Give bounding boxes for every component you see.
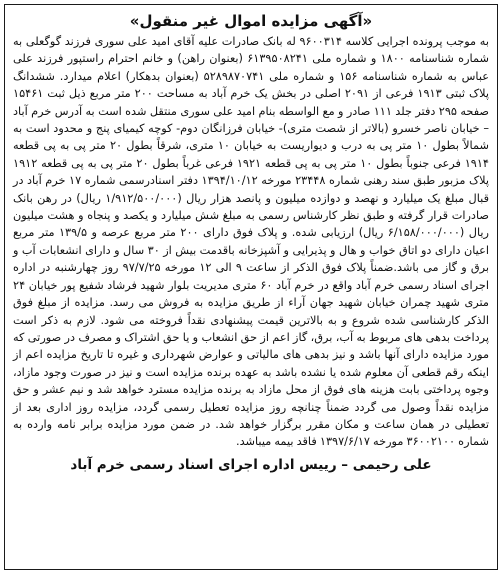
notice-title: «آگهی مزایده اموال غیر منقول» bbox=[129, 12, 373, 30]
auction-notice bbox=[4, 4, 498, 570]
notice-body: به موجب پرونده اجرایی کلاسه ۹۶۰۰۳۱۴ له بانک صادرات علیه آقای امید علی سوری فرزند گوگعلی به شماره شناسنامه ۱۸۰۰ و شماره ملی ۶۱۳۹۵۰۸۲۴۱ (بعنوان راهن) و خانم احترام راستپور فرزند علی عباس به شماره شناسنامه ۱۵۶ و شماره ملی ۵۲۸۹۸۷۰۷۴۱ (بعنوان بدهکار) اعلام میدارد. ششدانگ پلاک ثبتی ۱۹۱۳ فرعی از ۲۰۹۱ اصلی در بخش یک خرم آباد به مساحت ۲۰۰ متر مربع ذیل ثبت ۱۵۴۶۱ صفحه ۲۹۵ دفتر جلد ۱۱۱ صادر و مع الواسطه بنام امید علی سوری منتقل شده است به آدرس خرم آباد – خیابان ناصر خسرو (بالاتر از شصت متری)- خیابان فرزانگان دوم- کوچه کیمیای پنج و محدود است به شمالاً بطول ۱۰ متر پی به درب و دیواریست به خیابان ۱۰ متری، شرقاً بطول ۲۰ متر پی به پی قطعه ۱۹۱۴ فرعی جنوباً بطول ۱۰ متر پی به پی قطعه ۱۹۲۱ فرعی غرباً بطول ۲۰ متر پی به پی قطعه ۱۹۱۲ پلاک مزبور طبق سند رهنی شماره ۲۳۴۴۸ مورخه ۱۳۹۴/۱۰/۱۲ دفتر اسنادرسمی شماره ۱۷ خرم آباد در قبال مبلغ یک میلیارد و نهصد و دوازده میلیون و پانصد هزار ریال (۱/۹۱۲/۵۰۰/۰۰۰ ریال) در رهن بانک صادرات قرار گرفته و طبق نظر کارشناس رسمی به مبلغ شش میلیارد و یکصد و پنجاه و هشت میلیون ریال (۶/۱۵۸/۰۰۰/۰۰۰ ریال) ارزیابی شده. و پلاک فوق دارای ۲۰۰ متر مربع عرصه و ۱۳۹/۵ متر مربع اعیان دارای دو اتاق خواب و هال و پذیرایی و آشپزخانه باقدمت بیش از ۳۰ سال و دارای انشعابات آب و برق و گاز می باشد.ضمناً پلاک فوق الذکر از ساعت ۹ الی ۱۲ مورخه ۹۷/۷/۲۵ روز چهارشنبه در اداره اجرای اسناد رسمی خرم آباد واقع در خرم آباد ۶۰ متری مدیریت بلوار شهید فرشاد شفیع پور خیابان ۲۴ متری شهید چمران خیابان شهید جهان آراء از طریق مزایده به فروش می رسد. مزایده از مبلغ فوق الذکر کارشناسی شده شروع و به بالاترین قیمت پیشنهادی نقداً فروخته می شود. لازم به ذکر است پرداخت بدهی های مربوط به آب، برق، گاز اعم از حق انشعاب و یا حق اشتراک و مصرف در صورتی که مورد مزایده دارای آنها باشد و نیز بدهی های مالیاتی و عوارض شهرداری و غیره تا تاریخ مزایده اعم از اینکه رقم قطعی آن معلوم شده یا نشده باشد به عهده برنده مزایده است و نیز در صورت وجود مازاد، وجوه پرداختی بابت هزینه های فوق از محل مازاد به برنده مزایده مسترد خواهد شد و نیم عشر و حق مزایده نقداً وصول می گردد ضمناً چنانچه روز مزایده تعطیل رسمی گردد، مزایده روز اداری بعد از تعطیلی در همان ساعت و مکان مقرر برگزار خواهد شد. در ضمن مورد مزایده برابر نامه وارده به شماره ۳۶۰۰۲۱۰۰ مورخه ۱۳۹۷/۶/۱۷ فاقد بیمه میباشد. bbox=[13, 35, 489, 449]
notice-signature: علی رحیمی – رییس اداره اجرای اسناد رسمی خرم آباد bbox=[70, 456, 432, 473]
